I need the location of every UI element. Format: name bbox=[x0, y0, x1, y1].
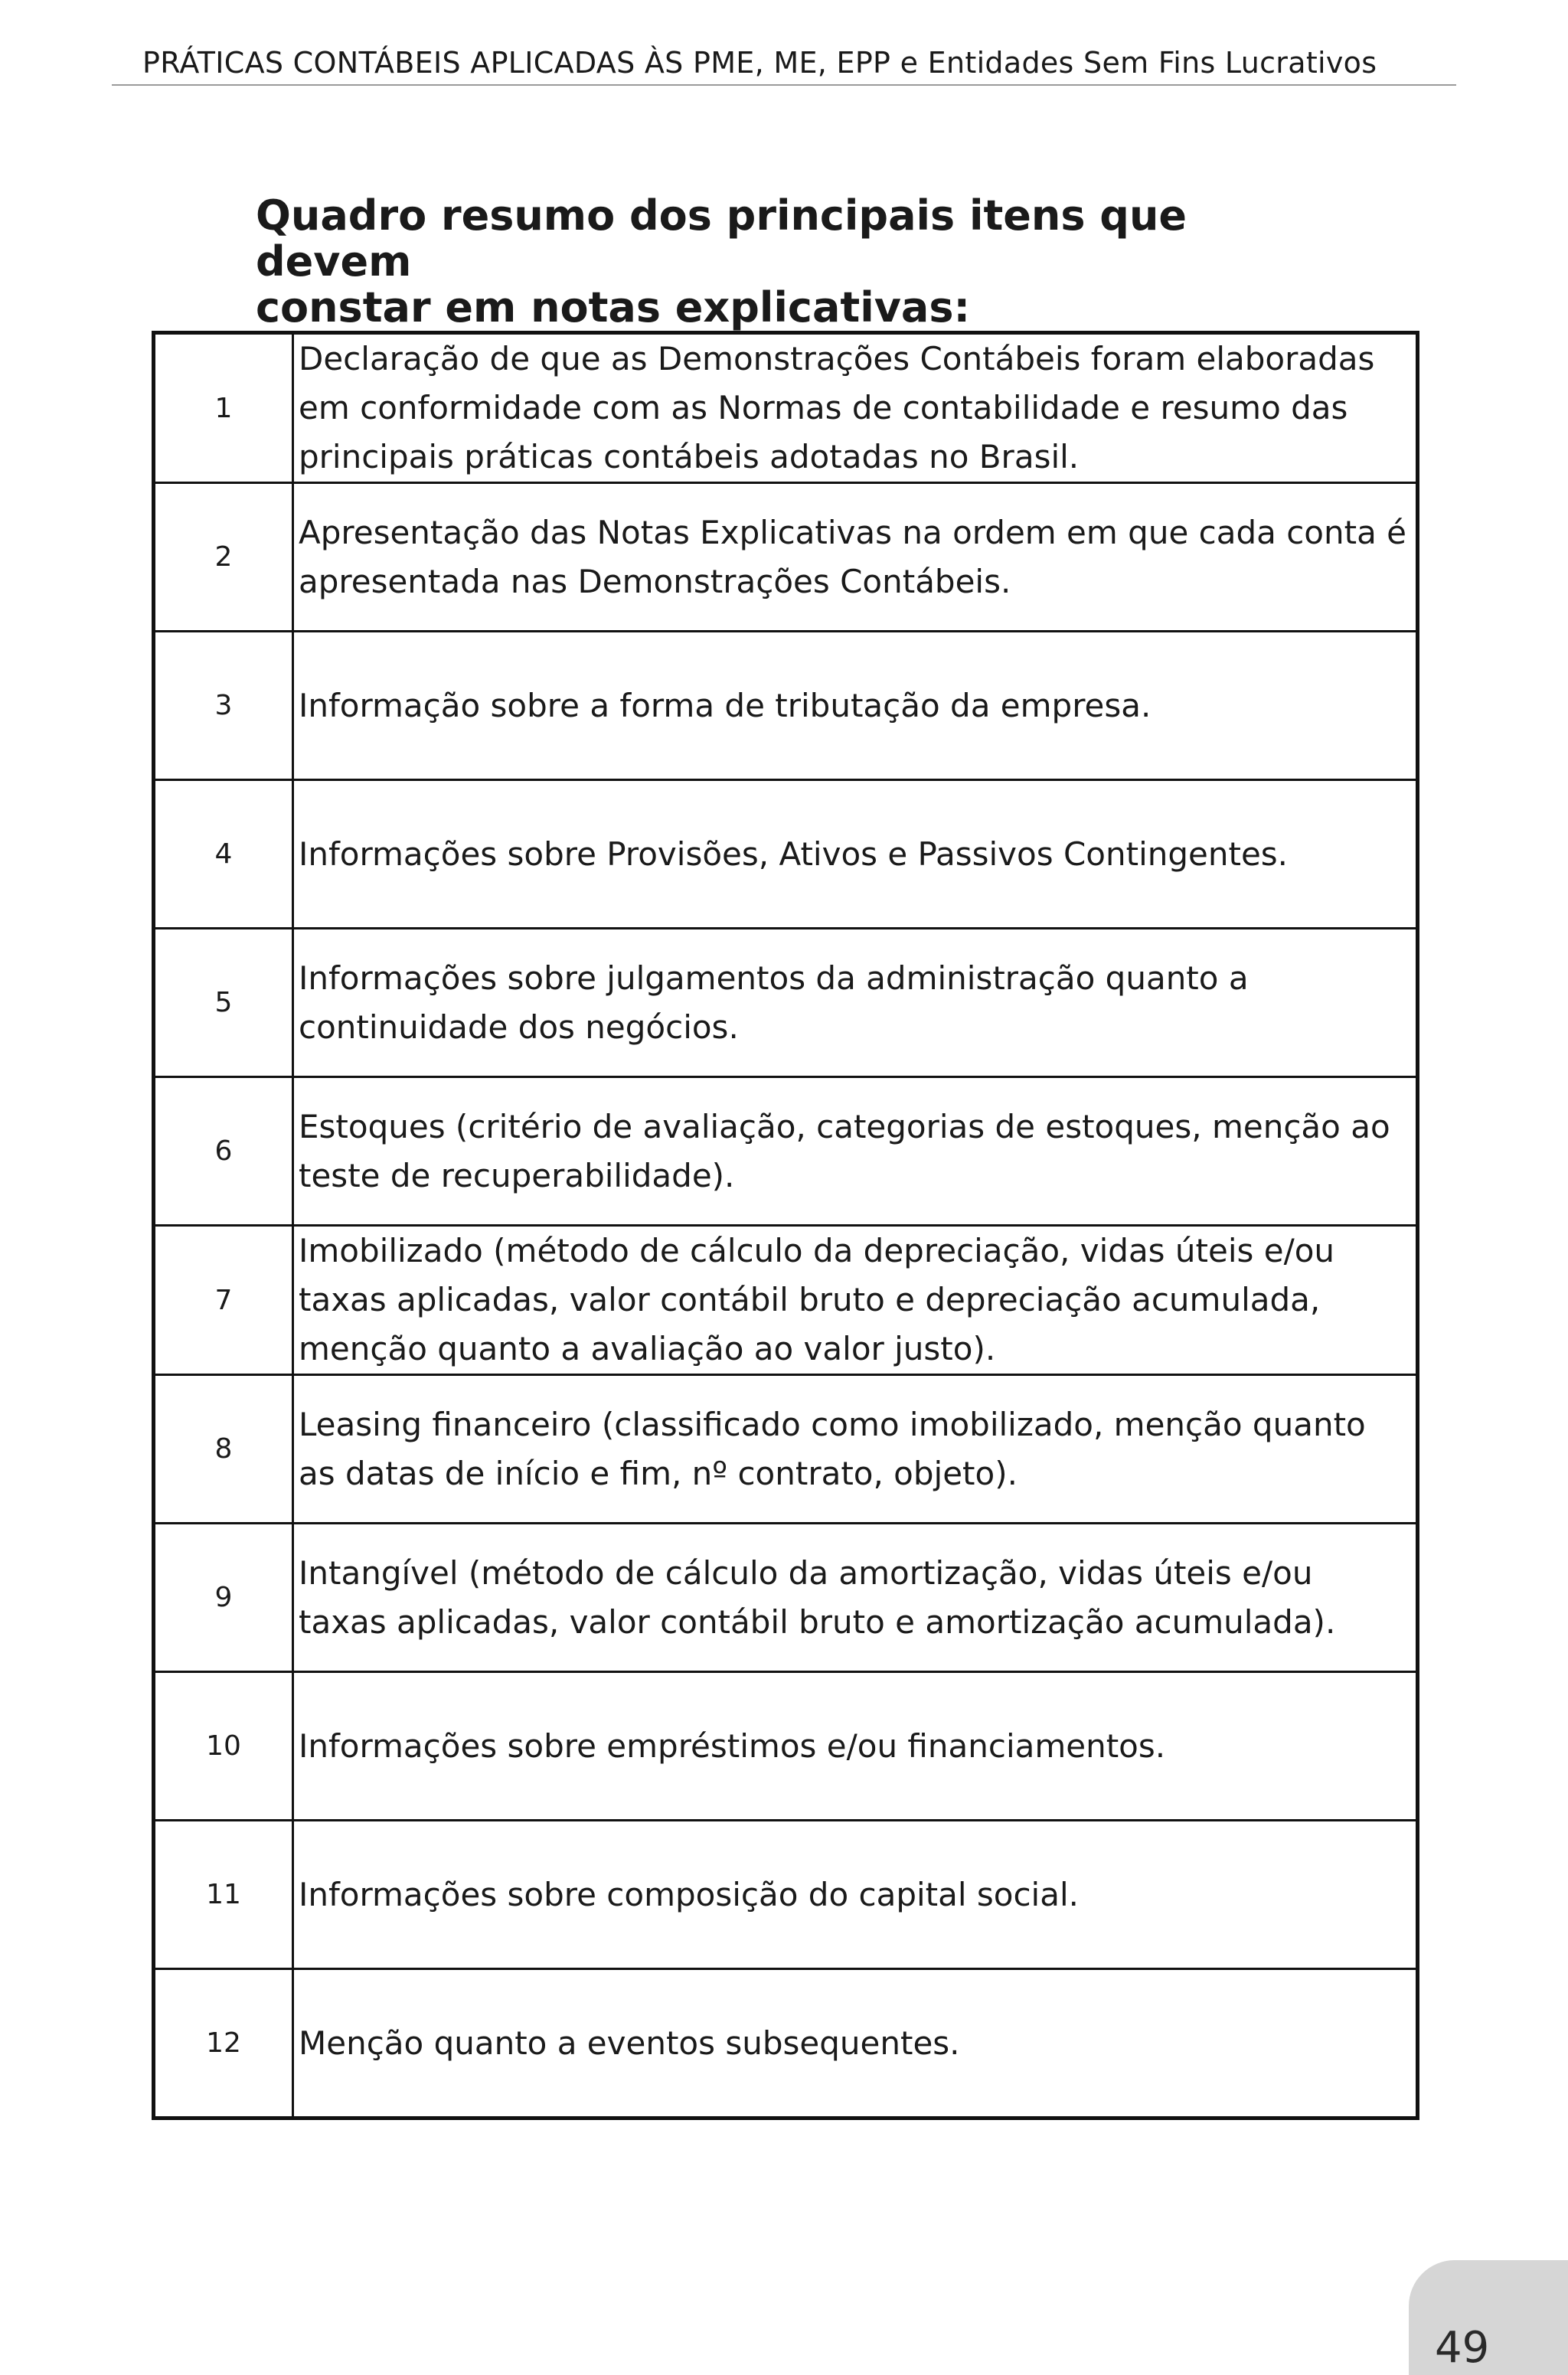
table-row bbox=[154, 1821, 1418, 1969]
page-title-line-1: Quadro resumo dos principais itens que devem bbox=[256, 191, 1187, 286]
item-description: Informações sobre julgamentos da administração quanto a continuidade dos negócios. bbox=[293, 929, 1418, 1077]
table-row bbox=[154, 780, 1418, 929]
item-description: Informações sobre empréstimos e/ou financiamentos. bbox=[293, 1672, 1418, 1821]
item-description: Informação sobre a forma de tributação da empresa. bbox=[293, 632, 1418, 780]
item-description: Imobilizado (método de cálculo da depreciação, vidas úteis e/ou taxas aplicadas, valor contábil bruto e depreciação acumulada, menção quanto a avaliação ao valor justo). bbox=[293, 1226, 1418, 1375]
notes-summary-table bbox=[152, 331, 1419, 2120]
item-number: 5 bbox=[154, 929, 293, 1077]
item-number: 9 bbox=[154, 1524, 293, 1672]
item-number: 12 bbox=[154, 1969, 293, 2119]
item-description: Estoques (critério de avaliação, categorias de estoques, menção ao teste de recuperabilidade). bbox=[293, 1077, 1418, 1226]
item-number: 8 bbox=[154, 1375, 293, 1524]
item-number: 6 bbox=[154, 1077, 293, 1226]
item-number: 2 bbox=[154, 483, 293, 632]
item-number: 11 bbox=[154, 1821, 293, 1969]
item-number: 4 bbox=[154, 780, 293, 929]
item-description: Informações sobre composição do capital social. bbox=[293, 1821, 1418, 1969]
page-number: 49 bbox=[1435, 2323, 1490, 2373]
table-row bbox=[154, 632, 1418, 780]
item-description: Declaração de que as Demonstrações Contábeis foram elaboradas em conformidade com as Normas de contabilidade e resumo das principais práticas contábeis adotadas no Brasil. bbox=[293, 333, 1418, 483]
table-row bbox=[154, 1375, 1418, 1524]
table-row bbox=[154, 333, 1418, 483]
item-description: Leasing financeiro (classificado como imobilizado, menção quanto as datas de início e fim, nº contrato, objeto). bbox=[293, 1375, 1418, 1524]
table-row bbox=[154, 1077, 1418, 1226]
item-description: Intangível (método de cálculo da amortização, vidas úteis e/ou taxas aplicadas, valor contábil bruto e amortização acumulada). bbox=[293, 1524, 1418, 1672]
item-number: 7 bbox=[154, 1226, 293, 1375]
page-title-line-2: constar em notas explicativas: bbox=[256, 283, 971, 332]
table-row bbox=[154, 1969, 1418, 2119]
page-title bbox=[256, 193, 1328, 331]
item-description: Apresentação das Notas Explicativas na ordem em que cada conta é apresentada nas Demonstrações Contábeis. bbox=[293, 483, 1418, 632]
table-row bbox=[154, 483, 1418, 632]
item-description: Informações sobre Provisões, Ativos e Passivos Contingentes. bbox=[293, 780, 1418, 929]
item-number: 10 bbox=[154, 1672, 293, 1821]
item-number: 3 bbox=[154, 632, 293, 780]
table-row bbox=[154, 929, 1418, 1077]
item-number: 1 bbox=[154, 333, 293, 483]
table-row bbox=[154, 1226, 1418, 1375]
running-header-title: PRÁTICAS CONTÁBEIS APLICADAS ÀS PME, ME, EPP e Entidades Sem Fins Lucrativos bbox=[142, 46, 1377, 80]
item-description: Menção quanto a eventos subsequentes. bbox=[293, 1969, 1418, 2119]
table-row bbox=[154, 1672, 1418, 1821]
running-header bbox=[112, 23, 1456, 86]
table-row bbox=[154, 1524, 1418, 1672]
